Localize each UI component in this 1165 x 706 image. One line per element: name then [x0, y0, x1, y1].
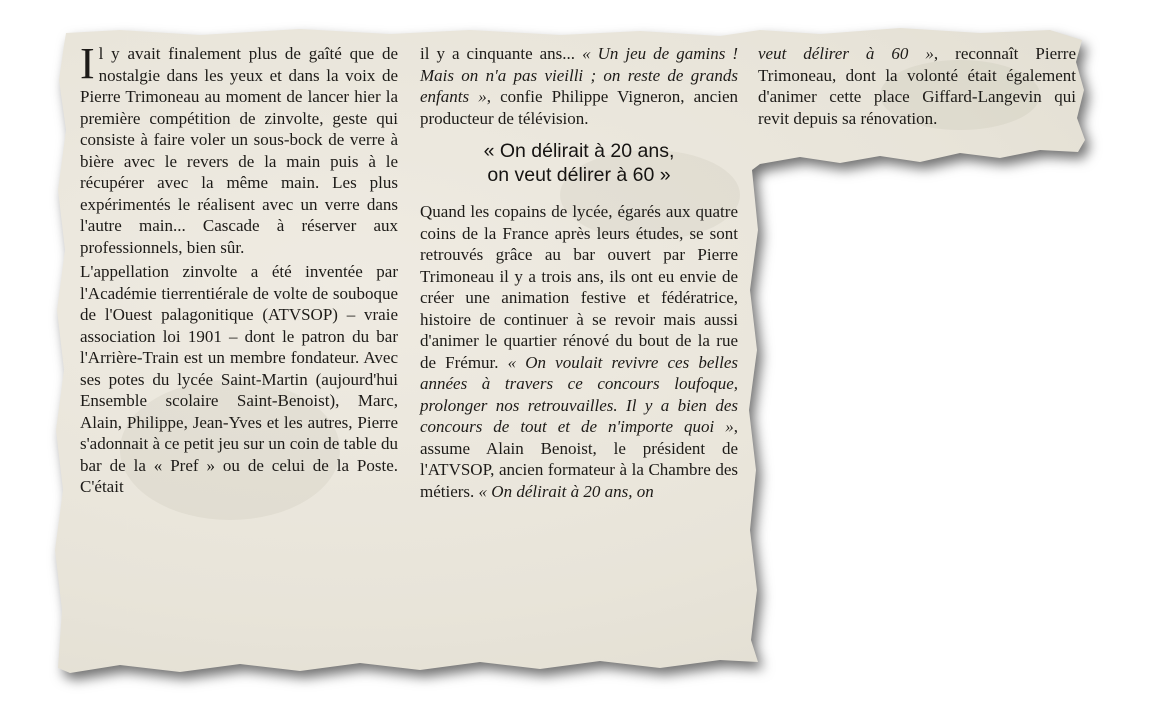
column-2-intro — [420, 43, 738, 129]
column-3-text: , reconnaît Pierre Trimoneau, dont la volonté était également d'animer cette place Giffard-Langevin qui revit depuis sa rénovation. — [758, 44, 1076, 128]
article-column-1 — [80, 39, 398, 501]
subheading-line-2: on veut délirer à 60 » — [487, 164, 671, 186]
subheading — [420, 139, 738, 187]
intro-text: il y a cinquante ans... — [420, 44, 583, 63]
paragraph-2: L'appellation zinvolte a été inventée par l'Académie tierrentiérale de volte de souboque de l'Ouest palagonitique (ATVSOP) – vraie association loi 1901 – dont le patron du bar l'Arrière-Train est un membre fondateur. Avec ses potes du lycée Saint-Martin (aujourd'hui Ensemble scolaire Saint-Benoist), Marc, Alain, Philippe, Jean-Yves et les autres, Pierre s'adonnait à ce petit jeu sur un coin de table du bar de la « Pref » ou de celui de la Poste. C'était — [80, 262, 398, 496]
body-text-2: , assume Alain Benoist, le président de l'ATVSOP, ancien formateur à la Chambre des métiers. — [420, 417, 738, 501]
paragraph-1 — [80, 39, 398, 258]
article-column-3 — [758, 43, 1076, 132]
drop-cap: I — [80, 39, 95, 88]
body-quote-2: « On délirait à 20 ans, on — [478, 481, 654, 501]
column-3-quote: veut délirer à 60 » — [758, 44, 934, 63]
intro-quote: « Un jeu de gamins ! Mais on n'a pas vieilli ; on reste de grands enfants » — [420, 44, 738, 106]
paragraph-1-text: l y avait finalement plus de gaîté que de nostalgie dans les yeux et dans la voix de Pierre Trimoneau au moment de lancer hier la première compétition de zinvolte, geste qui consiste à faire voler un sous-bock de verre à bière avec le revers de la main puis à le récupérer avec la même main. Les plus expérimentés le réalisent avec un verre dans l'autre main... Cascade à réserver aux professionnels, bien sûr. — [80, 44, 398, 257]
column-2-body — [420, 201, 738, 502]
intro-attribution: , confie Philippe Vigneron, ancien producteur de télévision. — [420, 87, 739, 128]
body-quote-1: « On voulait revivre ces belles années à travers ce concours loufoque, prolonger nos retrouvailles. Il y a bien des concours de tout et de n'importe quoi » — [420, 352, 738, 436]
article-column-2 — [420, 43, 738, 505]
column-3-paragraph — [758, 43, 1076, 129]
subheading-line-1: « On délirait à 20 ans, — [483, 140, 675, 162]
body-text-1: Quand les copains de lycée, égarés aux quatre coins de la France après leurs études, se sont retrouvés grâce au bar ouvert par Pierre Trimoneau il y a trois ans, ils ont eu envie de créer une animation festive et fédératrice, histoire de continuer à se revoir mais aussi d'animer le quartier rénové du bout de la rue de Frémur. — [420, 202, 738, 372]
